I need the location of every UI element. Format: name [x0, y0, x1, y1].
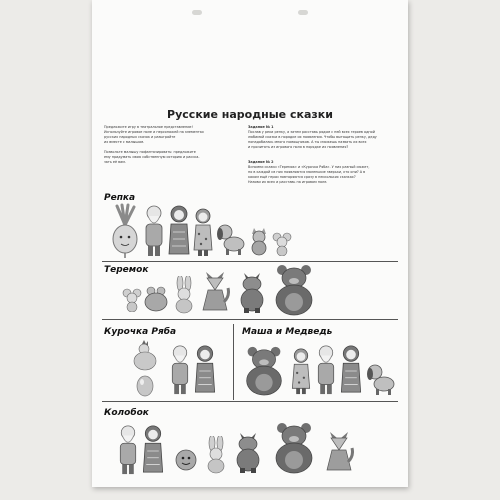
task-line: и прочитать из игрового поля в порядке их появления?: [248, 145, 349, 149]
girl-icon: [290, 346, 312, 396]
task-line: понадобилась много помощников. А ты сможешь назвать их всех: [248, 140, 367, 144]
grandpa-icon: [314, 344, 338, 396]
divider: [102, 401, 398, 402]
task-1: [248, 125, 403, 150]
bear-icon: [272, 262, 316, 316]
board-sheet: [92, 0, 408, 487]
hare-icon: [204, 436, 228, 474]
intro-line: их вместе с малышом.: [104, 140, 145, 144]
intro-line: Предложите игру в театральное представление!: [104, 125, 193, 129]
wolf-icon: [236, 270, 268, 314]
section-title-teremok: Теремок: [104, 265, 149, 275]
grandpa-icon: [142, 204, 166, 258]
intro-line: Позвольте малышу пофантазировать: предложите: [104, 150, 196, 154]
section-title-masha: Маша и Медведь: [242, 327, 333, 337]
section-title-kolobok: Колобок: [104, 408, 149, 418]
wolf-icon: [232, 430, 264, 474]
hare-icon: [172, 276, 196, 314]
cat-icon: [248, 228, 270, 256]
fox-icon: [324, 428, 354, 474]
mouse-icon: [272, 232, 292, 256]
section-title-repka: Репка: [104, 193, 136, 203]
task-line: каком ещё герои повторяются сразу в нескольких сказках?: [248, 175, 356, 179]
intro-line: зать её вам.: [104, 160, 126, 164]
divider-vertical: [233, 324, 234, 400]
grandma-icon: [142, 424, 164, 476]
dog-icon: [216, 222, 246, 256]
task-heading: Задание № 1: [248, 125, 274, 129]
intro-line: ему придумать свою собственную историю и расска-: [104, 155, 200, 159]
task-line: Вспомни сказки «Теремок» и «Курочка Ряба». У них разный сюжет,: [248, 165, 370, 169]
fox-icon: [200, 268, 230, 314]
hang-hole: [192, 10, 202, 15]
task-line: Послав у реки репку, а затем расставь рядом с ней всех героев одной: [248, 130, 375, 134]
grandpa-icon: [168, 344, 192, 396]
page-title: Русские народные сказки: [167, 108, 333, 121]
grandpa-icon: [116, 424, 140, 476]
section-title-kurochka: Курочка Ряба: [104, 327, 177, 337]
bear-icon: [242, 344, 286, 396]
hang-hole: [298, 10, 308, 15]
hen-icon: [132, 340, 158, 372]
mouse-icon: [122, 288, 142, 312]
grandma-icon: [168, 204, 190, 258]
frog-icon: [144, 286, 168, 312]
task-2: [248, 160, 403, 185]
task-line: любимой сказки в порядке их появления. Чтобы вытащить репку, деду: [248, 135, 377, 139]
task-heading: Задание № 2: [248, 160, 274, 164]
divider: [102, 261, 398, 262]
bun-icon: [174, 448, 198, 472]
grandma-icon: [340, 344, 362, 396]
task-line: но в каждой из них появляются маленькие зверьки, кто они? А в: [248, 170, 366, 174]
bear-icon: [272, 420, 316, 474]
task-line: Назови их всех и расставь на игровом поле.: [248, 180, 328, 184]
turnip-icon: [112, 203, 138, 259]
intro-line: русских народных сказок и разыграйте: [104, 135, 176, 139]
egg-icon: [136, 375, 154, 397]
divider: [102, 319, 398, 320]
intro-text: [104, 125, 244, 165]
girl-icon: [192, 206, 214, 258]
intro-line: Используйте игровое поле и персонажей на элементах: [104, 130, 204, 134]
grandma-icon: [194, 344, 216, 396]
dog-icon: [366, 362, 396, 396]
